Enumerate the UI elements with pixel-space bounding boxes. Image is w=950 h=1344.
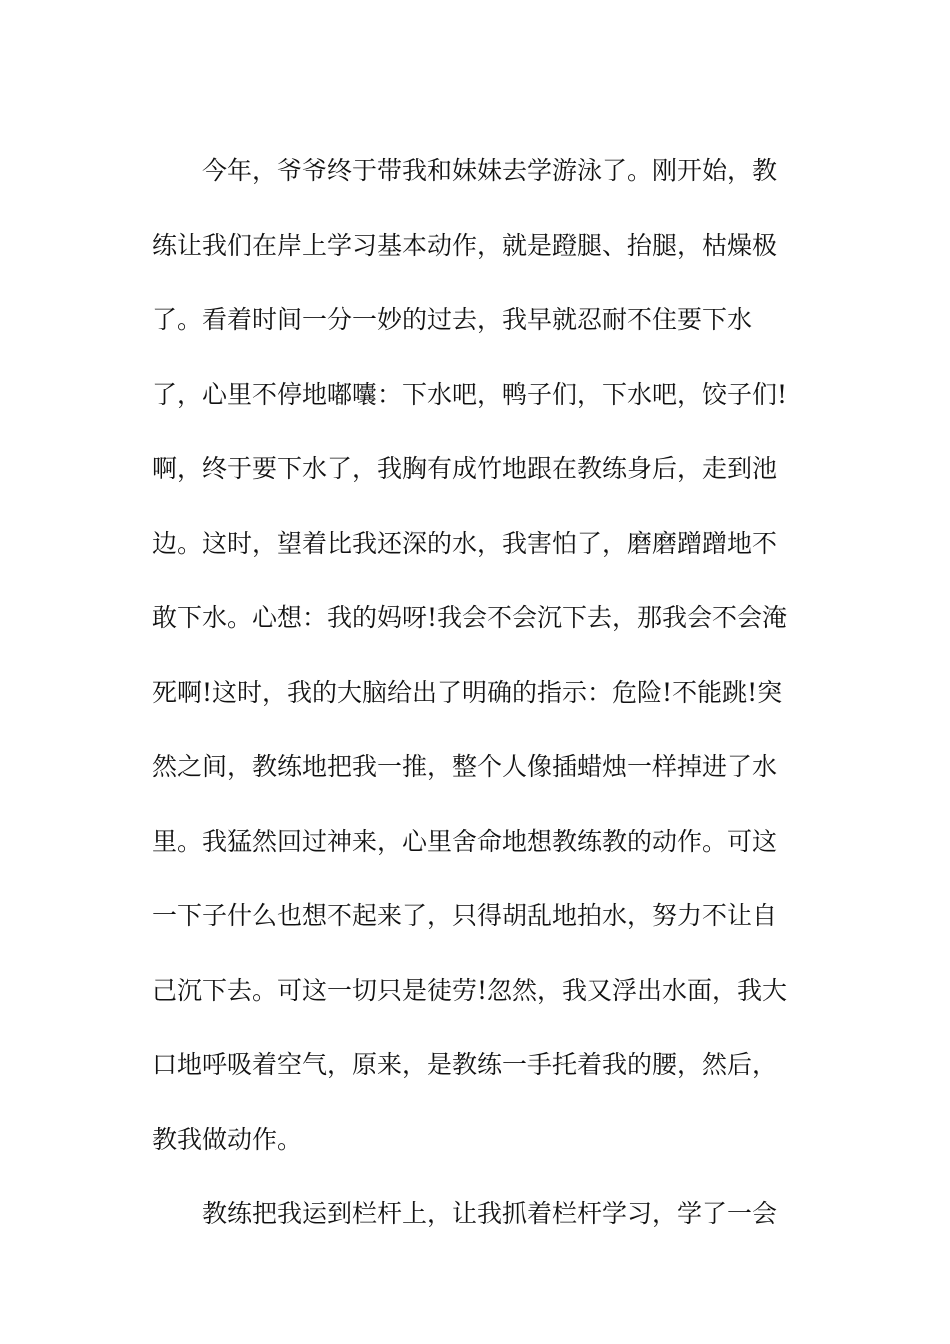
paragraph-1-line-6: 边。这时，望着比我还深的水，我害怕了，磨磨蹭蹭地不 (152, 528, 778, 558)
paragraph-1-line-4: 了，心里不停地嘟囔：下水吧，鸭子们，下水吧，饺子们! (152, 379, 788, 409)
paragraph-1-line-14: 教我做动作。 (152, 1124, 303, 1154)
paragraph-1-line-13: 口地呼吸着空气，原来，是教练一手托着我的腰，然后， (152, 1050, 778, 1079)
paragraph-1-line-11: 一下子什么也想不起来了，只得胡乱地拍水，努力不让自 (152, 901, 778, 930)
document-body (152, 134, 802, 1252)
paragraph-1-line-7: 敢下水。心想：我的妈呀!我会不会沉下去，那我会不会淹 (152, 603, 788, 632)
paragraph-1-line-3: 了。看着时间一分一妙的过去，我早就忍耐不住要下水 (152, 305, 753, 334)
paragraph-1-line-12: 己沉下去。可这一切只是徒劳!忽然，我又浮出水面，我大 (152, 975, 788, 1005)
paragraph-2-line-1: 教练把我运到栏杆上，让我抓着栏杆学习，学了一会 (202, 1199, 778, 1228)
paragraph-1-line-9: 然之间，教练地把我一推，整个人像插蜡烛一样掉进了水 (152, 752, 778, 781)
paragraph-1-line-5: 啊，终于要下水了，我胸有成竹地跟在教练身后，走到池 (152, 454, 778, 483)
paragraph-1-line-2: 练让我们在岸上学习基本动作，就是蹬腿、抬腿，枯燥极 (152, 230, 778, 260)
paragraph-1-line-1: 今年，爷爷终于带我和妹妹去学游泳了。刚开始，教 (202, 156, 778, 185)
paragraph-1-line-10: 里。我猛然回过神来，心里舍命地想教练教的动作。可这 (152, 826, 778, 856)
paragraph-1-line-8: 死啊!这时，我的大脑给出了明确的指示：危险!不能跳!突 (152, 677, 783, 707)
